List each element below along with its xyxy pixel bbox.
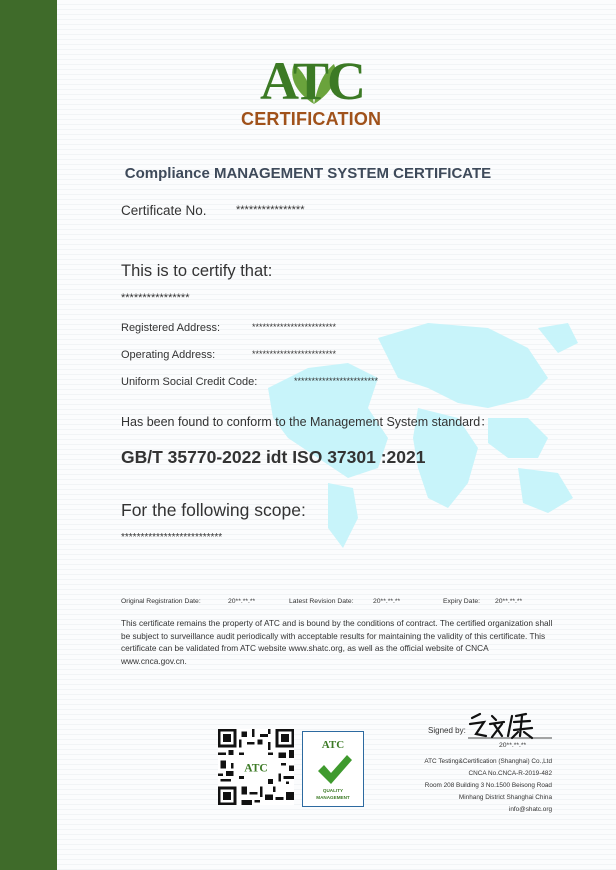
badge-top-text: ATC (321, 739, 345, 751)
issuer-name: ATC Testing&Certification (Shanghai) Co.,Ltd (424, 758, 552, 765)
scope-heading: For the following scope: (121, 500, 306, 520)
conform-text: Has been found to conform to the Management System standard： (121, 415, 493, 429)
signed-by-label: Signed by: (428, 726, 466, 735)
green-side-bar (0, 0, 57, 870)
operating-address-label: Operating Address: (121, 349, 216, 361)
original-date-value: 20**.**.** (228, 598, 256, 605)
signature-date: 20**.**.** (499, 742, 527, 749)
issuer-block (332, 756, 552, 816)
revision-date-label: Latest Revision Date: (289, 598, 354, 605)
certificate-no-label: Certificate No. (121, 203, 207, 218)
operating-address-value: ************************ (252, 349, 337, 359)
issuer-address-line1: Room 208 Building 3 No.1500 Beisong Road (424, 782, 552, 789)
certificate-no-value: **************** (236, 204, 305, 216)
expiry-date-value: 20**.**.** (495, 598, 523, 605)
original-date-label: Original Registration Date: (121, 598, 201, 605)
logo-subtitle: CERTIFICATION (241, 109, 382, 129)
issuer-address-line2: Minhang District Shanghai China (458, 794, 552, 801)
standard-name: GB/T 35770-2022 idt ISO 37301 :2021 (121, 447, 426, 467)
issuer-cnca-number: CNCA No.CNCA-R-2019-482 (468, 770, 552, 777)
atc-logo (238, 48, 388, 134)
validity-paragraph: This certificate remains the property of ATC and is bound by the conditions of contract. The certified organization shall be subject to surveillance audit periodically with acceptable results for maintaining the validity of this certificate. This certificate can be validated from ATC website www.shatc.org, as well as the official website of CNCA www.cnca.gov.cn. (121, 618, 553, 666)
issuer-email: info@shatc.org (508, 806, 552, 813)
certified-name: **************** (121, 292, 190, 304)
certificate-title: Compliance MANAGEMENT SYSTEM CERTIFICATE (124, 165, 492, 182)
handwritten-signature (466, 710, 554, 740)
registered-address-value: ************************ (252, 322, 337, 332)
scope-value: ************************** (121, 532, 223, 543)
certify-heading: This is to certify that: (121, 262, 273, 280)
qr-center-logo: ATC (244, 762, 268, 775)
revision-date-value: 20**.**.** (373, 598, 401, 605)
credit-code-label: Uniform Social Credit Code: (121, 376, 258, 388)
logo-letters: ATC (260, 51, 365, 111)
expiry-date-label: Expiry Date: (443, 598, 481, 605)
registered-address-label: Registered Address: (121, 322, 221, 334)
badge-line1: QUALITY (322, 788, 344, 793)
badge-line2: MANAGEMENT (316, 795, 350, 800)
qr-code (218, 729, 294, 805)
credit-code-value: ************************ (294, 376, 379, 386)
